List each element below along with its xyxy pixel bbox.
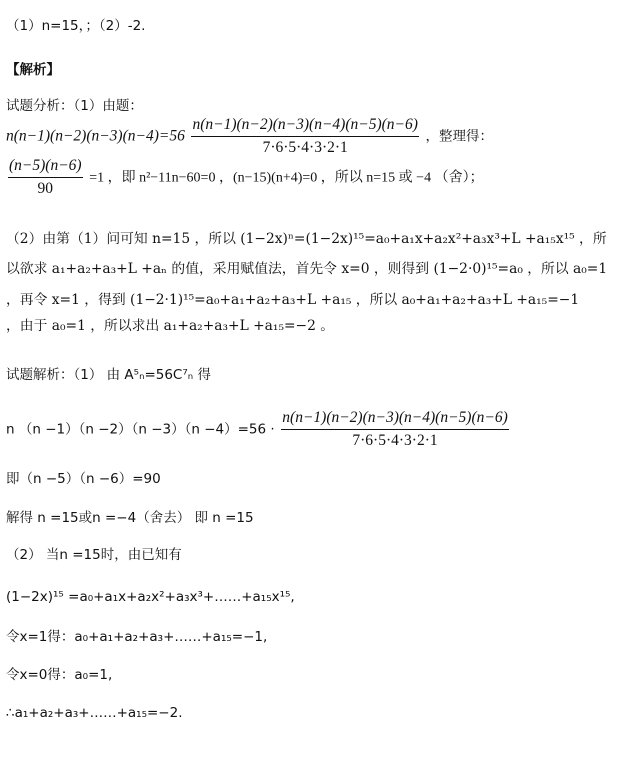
solution-eq-lhs: n （n −1）（n −2）（n −3）（n −4）=56 · [6,421,275,438]
eq1-tail: ，整理得： [425,128,494,145]
analysis-part2-line4: ，由于 a₀=1 ，所以求出 a₁+a₂+a₃+L +a₁₅=−2 。 [6,318,335,334]
eq2-denominator: 90 [37,180,54,197]
solution-line-d: (1−2x)¹⁵ =a₀+a₁x+a₂x²+a₃x³+……+a₁₅x¹⁵, [6,589,295,605]
eq2-numerator: (n−5)(n−6) [8,156,83,178]
solution-line-b: 解得 n =15或n =−4（舍去） 即 n =15 [6,510,254,526]
analysis-equation-1 [6,115,493,158]
solution-eq-numerator: n(n−1)(n−2)(n−3)(n−4)(n−5)(n−6) [281,408,508,430]
analysis-part2-line2: 以欲求 a₁+a₂+a₃+L +aₙ 的值，采用赋值法，首先令 x=0 ，则得到 (1−2·0)¹⁵=a₀ ，所以 a₀=1 [6,261,608,277]
eq1-fraction [191,115,418,158]
answer-line: （1）n=15，；（2）-2. [6,18,146,34]
eq2-fraction [8,156,83,199]
analysis-header: 【解析】 [6,62,60,78]
solution-line-f: 令x=0得：a₀=1, [6,667,113,683]
solution-line-a: 即（n −5）（n −6）=90 [6,471,161,487]
eq2-rest: =1 ，即 n²−11n−60=0 ，(n−15)(n+4)=0 ，所以 n=15 或 −4 （舍）； [89,170,484,186]
eq1-lhs: n(n−1)(n−2)(n−3)(n−4)=56 [6,127,185,145]
solution-line-c: （2） 当n =15时，由已知有 [6,547,182,563]
solution-intro: 试题解析：（1） 由 A⁵ₙ=56C⁷ₙ 得 [6,367,211,383]
solution-line-g: ∴a₁+a₂+a₃+……+a₁₅=−2. [6,705,183,721]
solution-line-e: 令x=1得：a₀+a₁+a₂+a₃+……+a₁₅=−1, [6,629,268,645]
solution-eq-fraction [281,408,508,451]
eq1-denominator: 7·6·5·4·3·2·1 [262,139,348,156]
analysis-part2-line1: （2）由第（1）问可知 n=15 ，所以 (1−2x)ⁿ=(1−2x)¹⁵=a₀+a₁x+a₂x²+a₃x³+L +a₁₅x¹⁵ ，所 [6,231,607,247]
solution-equation [6,408,511,451]
analysis-part2-line3: ，再令 x=1 ，得到 (1−2·1)¹⁵=a₀+a₁+a₂+a₃+L +a₁₅ ，所以 a₀+a₁+a₂+a₃+L +a₁₅=−1 [6,292,580,308]
analysis-intro: 试题分析：（1）由题： [6,98,143,114]
solution-eq-denominator: 7·6·5·4·3·2·1 [352,432,438,449]
eq1-numerator: n(n−1)(n−2)(n−3)(n−4)(n−5)(n−6) [191,115,418,137]
analysis-equation-2 [6,156,484,199]
